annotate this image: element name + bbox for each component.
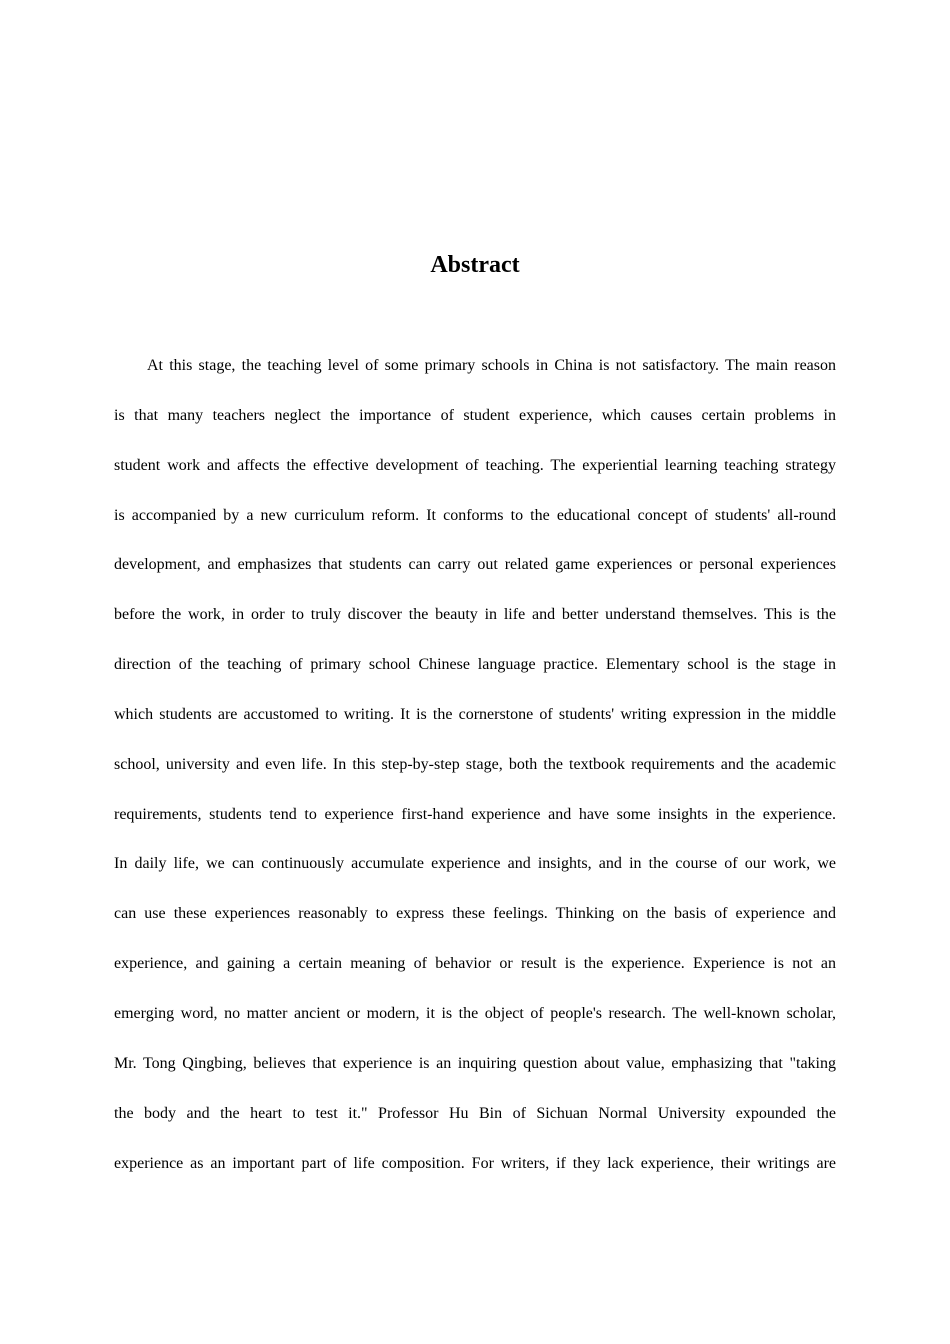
text-line: before the work, in order to truly discover the beauty in life and better understand themselves. This is the	[114, 606, 836, 624]
text-line: direction of the teaching of primary school Chinese language practice. Elementary school is the stage in	[114, 656, 836, 674]
text-line: is accompanied by a new curriculum reform. It conforms to the educational concept of students' all-round	[114, 506, 836, 524]
text-line: the body and the heart to test it." Professor Hu Bin of Sichuan Normal University expounded the	[114, 1104, 836, 1122]
text-line: which students are accustomed to writing. It is the cornerstone of students' writing expression in the middle	[114, 705, 836, 723]
text-line: development, and emphasizes that students can carry out related game experiences or personal experiences	[114, 556, 836, 574]
text-line: school, university and even life. In this step-by-step stage, both the textbook requirements and the academic	[114, 755, 836, 773]
abstract-body	[114, 346, 836, 1193]
page-title: Abstract	[430, 252, 520, 278]
text-line: experience as an important part of life composition. For writers, if they lack experience, their writings are	[114, 1154, 836, 1172]
text-line: student work and affects the effective development of teaching. The experiential learning teaching strategy	[114, 456, 836, 474]
text-line: can use these experiences reasonably to express these feelings. Thinking on the basis of experience and	[114, 905, 836, 923]
text-line: emerging word, no matter ancient or modern, it is the object of people's research. The well-known scholar,	[114, 1004, 836, 1022]
text-line: In daily life, we can continuously accumulate experience and insights, and in the course of our work, we	[114, 855, 836, 873]
text-line: Mr. Tong Qingbing, believes that experience is an inquiring question about value, emphasizing that "taking	[114, 1054, 836, 1072]
text-line: is that many teachers neglect the importance of student experience, which causes certain problems in	[114, 406, 836, 424]
text-line: requirements, students tend to experience first-hand experience and have some insights in the experience.	[114, 805, 836, 823]
text-line: At this stage, the teaching level of some primary schools in China is not satisfactory. The main reason	[147, 357, 836, 374]
text-line: experience, and gaining a certain meaning of behavior or result is the experience. Experience is not an	[114, 955, 836, 973]
